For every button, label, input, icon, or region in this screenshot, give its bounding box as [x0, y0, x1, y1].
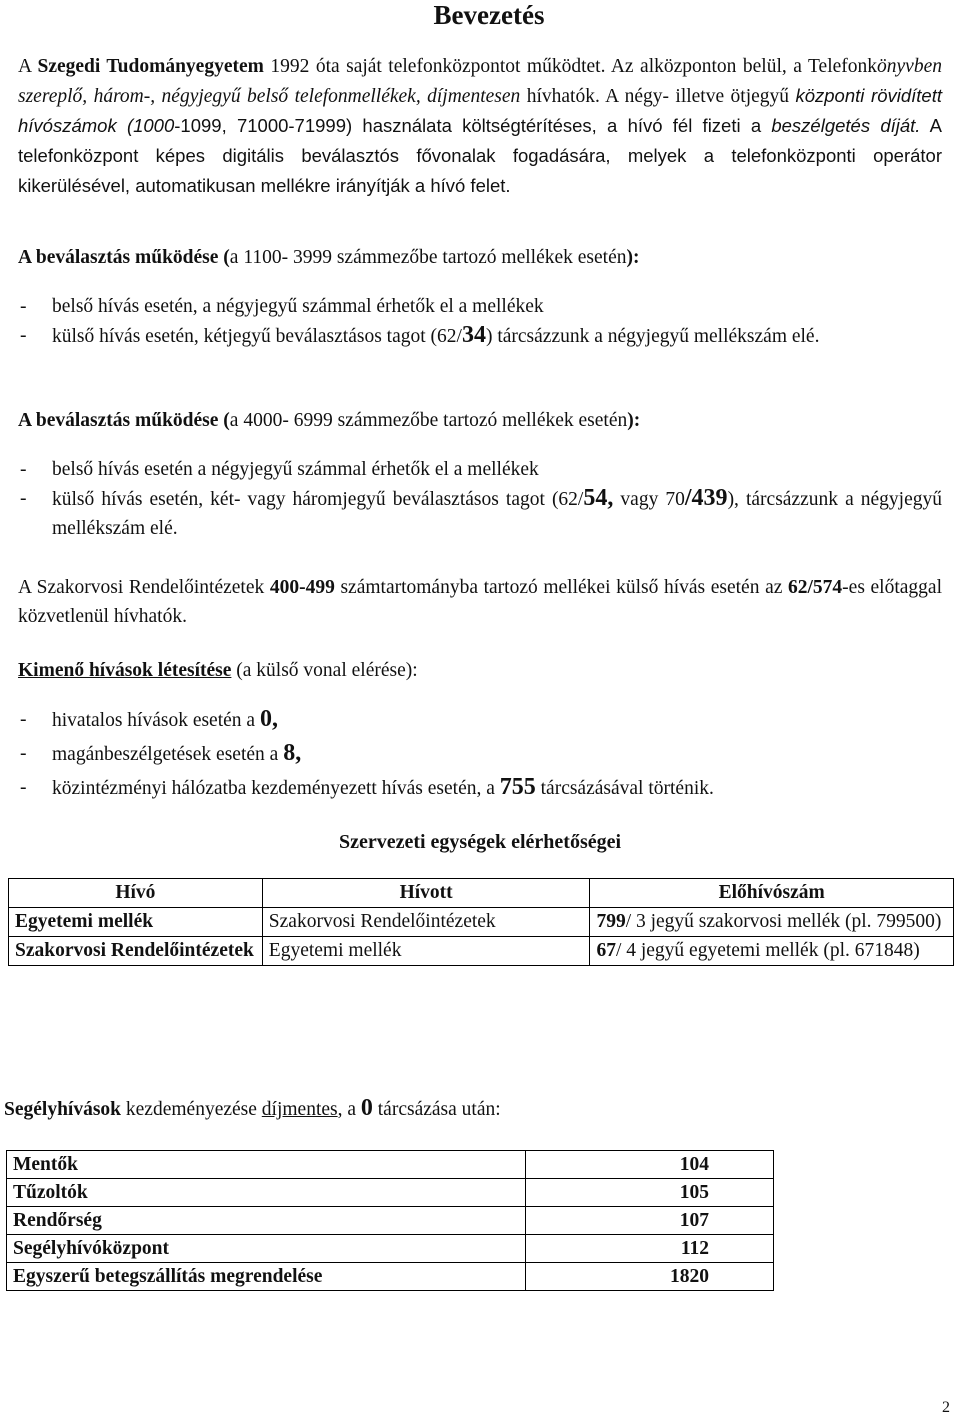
list-item: - hivatalos hívások esetén a 0,: [18, 703, 942, 737]
org-table: [8, 878, 954, 966]
bullet-list: [18, 455, 942, 543]
list-item: - közintézményi hálózatba kezdeményezett hívás esetén, a 755 tárcsázásával történik.: [18, 771, 942, 805]
table-row: Mentők 104: [7, 1151, 774, 1179]
university-name: Szegedi Tudományegyetem: [37, 56, 264, 77]
org-heading: Szervezeti egységek elérhetőségei: [338, 831, 622, 853]
callee-cell: Egyetemi mellék: [262, 937, 590, 966]
document-page: [4, 0, 960, 1287]
column-header: Hívott: [262, 879, 590, 908]
clinic-paragraph: A Szakorvosi Rendelőintézetek 400-499 számtartományba tartozó mellékei külső hívás esetén az 62/574-es előtaggal közvetlenül hívhatók.: [18, 577, 942, 627]
section-1100-3999: [18, 243, 942, 351]
table-row: Egyszerű betegszállítás megrendelése 1820: [7, 1263, 774, 1291]
list-item: - belső hívás esetén, a négyjegyű számmal érhetők el a mellékek: [18, 292, 942, 321]
table-row: Segélyhívóközpont 112: [7, 1235, 774, 1263]
section-4000-6999: [18, 406, 942, 543]
caller-cell: Szakorvosi Rendelőintézetek: [9, 937, 263, 966]
list-item: - külső hívás esetén, két- vagy háromjegyű beválasztásos tagot (62/54, vagy 70/439), tárcsázzunk a négyjegyű mellékszám elé.: [18, 484, 942, 543]
column-header: Hívó: [9, 879, 263, 908]
callee-cell: Szakorvosi Rendelőintézetek: [262, 908, 590, 937]
table-row: [9, 908, 954, 937]
column-header: Előhívószám: [590, 879, 954, 908]
list-item: - magánbeszélgetések esetén a 8,: [18, 737, 942, 771]
section-heading: A beválasztás működése (a 1100- 3999 számmezőbe tartozó mellékek esetén):: [18, 247, 640, 268]
table-header-row: [9, 879, 954, 908]
emergency-intro: Segélyhívások kezdeményezése díjmentes, a 0 tárcsázása után:: [4, 1095, 501, 1121]
bullet-list: [18, 292, 942, 351]
caller-cell: Egyetemi mellék: [9, 908, 263, 937]
table-row: [9, 937, 954, 966]
table-row: Tűzoltók 105: [7, 1179, 774, 1207]
table-row: Rendőrség 107: [7, 1207, 774, 1235]
page-title: Bevezetés: [433, 0, 545, 30]
bullet-list: [18, 703, 942, 805]
prefix-cell: 799/ 3 jegyű szakorvosi mellék (pl. 799500): [590, 908, 954, 937]
page-number: 2: [942, 1399, 950, 1416]
prefix-cell: 67/ 4 jegyű egyetemi mellék (pl. 671848): [590, 937, 954, 966]
section-heading: Kimenő hívások létesítése (a külső vonal elérése):: [18, 660, 418, 681]
emergency-table: [6, 1150, 774, 1291]
list-item: - külső hívás esetén, kétjegyű beválasztásos tagot (62/34) tárcsázzunk a négyjegyű mellékszám elé.: [18, 321, 942, 351]
section-heading: A beválasztás működése (a 4000- 6999 számmezőbe tartozó mellékek esetén):: [18, 410, 641, 431]
list-item: - belső hívás esetén a négyjegyű számmal érhetők el a mellékek: [18, 455, 942, 484]
section-outgoing-calls: [18, 656, 942, 805]
intro-paragraph: A Szegedi Tudományegyetem 1992 óta saját telefonközpontot működtet. Az alközponton belül, a Telefonkönyvben szereplő, három-, négyjegyű belső telefonmellékek, díjmentesen hívhatók. A négy- illetve ötjegyű központi rövidített hívószámok (1000-1099, 71000-71999) használata költségtérítéses, a hívó fél fizeti a beszélgetés díját. A telefonközpont képes digitális beválasztós fővonalak fogadására, melyek a telefonközponti operátor kikerülésével, automatikusan mellékre irányítják a hívó felet.: [18, 56, 943, 196]
